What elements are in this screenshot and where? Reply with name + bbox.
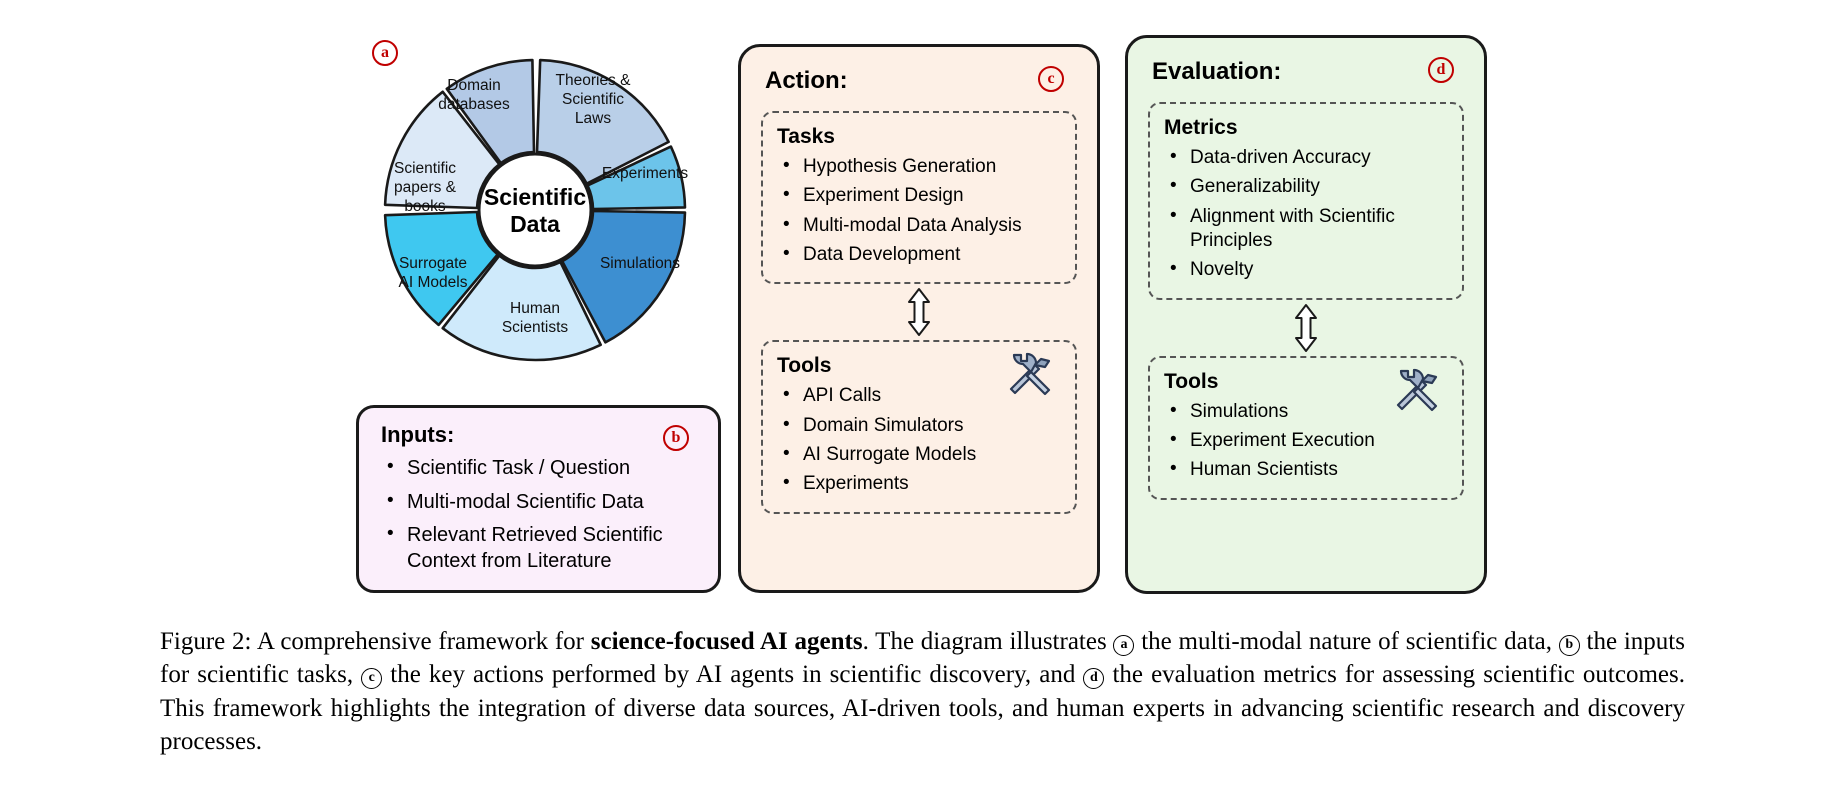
- list-item: • Data Development: [777, 243, 1061, 267]
- donut-label-papers-line3: books: [404, 198, 446, 215]
- action-tools-list: [777, 384, 1061, 496]
- list-item: • Scientific Task / Question: [381, 456, 700, 482]
- inputs-list: [381, 456, 700, 574]
- caption-badge-c: c: [361, 668, 382, 689]
- list-item: • Domain Simulators: [777, 414, 1061, 438]
- caption-part6: the evaluation metrics for assessing scientific outcomes. This framework highlights the integration of diverse data sources, AI-driven tools, and human experts in advancing scientific research and discovery processes.: [160, 661, 1685, 755]
- donut-label-domain-line2: databases: [438, 96, 510, 113]
- caption-part4: the inputs for scientific tasks,: [160, 628, 1685, 689]
- evaluation-tools-list: [1164, 400, 1448, 483]
- action-tasks-title: Tasks: [777, 125, 835, 148]
- donut-center-line2: Data: [510, 211, 560, 237]
- caption-prefix: Figure 2: A comprehensive framework for: [160, 628, 591, 655]
- evaluation-panel: [1125, 35, 1487, 594]
- donut-label-theories-line1: Theories &: [555, 72, 631, 89]
- donut-label-domain-line1: Domain: [447, 77, 501, 94]
- donut-label-surrogate-line2: AI Models: [398, 274, 468, 291]
- list-item: • Multi-modal Data Analysis: [777, 214, 1061, 238]
- donut-svg: [355, 30, 715, 390]
- list-item: • Generalizability: [1164, 175, 1448, 199]
- evaluation-title: Evaluation:: [1152, 58, 1282, 85]
- inputs-title: Inputs:: [381, 422, 455, 447]
- donut-center-line1: Scientific: [483, 184, 587, 210]
- caption-badge-b: b: [1559, 635, 1580, 656]
- list-item: • Experiment Execution: [1164, 429, 1448, 453]
- donut-label-papers-line2: papers &: [393, 179, 457, 196]
- up-down-arrow-icon: [1291, 303, 1321, 353]
- action-panel: [738, 44, 1100, 593]
- evaluation-tools-box: [1148, 356, 1464, 500]
- evaluation-metrics-list: [1164, 146, 1448, 283]
- caption-badge-d: d: [1083, 668, 1104, 689]
- action-tools-title: Tools: [777, 354, 832, 378]
- action-title: Action:: [765, 67, 848, 94]
- action-tasks-box: [761, 111, 1077, 284]
- list-item: • Novelty: [1164, 258, 1448, 282]
- badge-d: d: [1428, 57, 1454, 83]
- badge-b: b: [663, 425, 689, 451]
- scientific-data-donut-chart: [355, 30, 715, 390]
- list-item: • Experiments: [777, 472, 1061, 496]
- list-item: • Relevant Retrieved Scientific Context from Literature: [381, 523, 700, 574]
- donut-label-simulations: Simulations: [599, 255, 681, 272]
- badge-a: a: [372, 40, 398, 66]
- donut-label-surrogate-line1: Surrogate: [398, 255, 468, 272]
- donut-center-circle: [479, 154, 591, 266]
- action-tools-box: [761, 340, 1077, 513]
- caption-bold: science-focused AI agents: [590, 628, 863, 655]
- figure-caption: [160, 625, 1685, 758]
- list-item: • Hypothesis Generation: [777, 155, 1061, 179]
- list-item: • Alignment with Scientific Principles: [1164, 205, 1448, 254]
- evaluation-metrics-box: [1148, 102, 1464, 300]
- list-item: • API Calls: [777, 384, 1061, 408]
- list-item: • Human Scientists: [1164, 458, 1448, 482]
- evaluation-metrics-title: Metrics: [1164, 116, 1238, 139]
- donut-label-theories-line3: Laws: [574, 110, 612, 127]
- action-tasks-list: [777, 155, 1061, 267]
- donut-label-theories-line2: Scientific: [561, 91, 625, 108]
- caption-part2: . The diagram illustrates: [862, 628, 1114, 655]
- caption-badge-a: a: [1113, 635, 1134, 656]
- donut-label-experiments: Experiments: [601, 165, 689, 182]
- list-item: • AI Surrogate Models: [777, 443, 1061, 467]
- list-item: • Experiment Design: [777, 184, 1061, 208]
- evaluation-tools-title: Tools: [1164, 369, 1219, 393]
- badge-c: c: [1038, 66, 1064, 92]
- up-down-arrow-icon: [904, 287, 934, 337]
- donut-label-human-line2: Scientists: [501, 319, 569, 336]
- donut-label-papers-line1: Scientific: [393, 160, 457, 177]
- list-item: • Multi-modal Scientific Data: [381, 490, 700, 516]
- list-item: • Data-driven Accuracy: [1164, 146, 1448, 170]
- list-item: • Simulations: [1164, 400, 1448, 424]
- caption-part3: the multi-modal nature of scientific data,: [1134, 628, 1559, 655]
- donut-label-human-line1: Human: [510, 300, 560, 317]
- caption-part5: the key actions performed by AI agents in scientific discovery, and: [382, 661, 1084, 689]
- action-updown-arrow-row: [761, 284, 1077, 340]
- evaluation-updown-arrow-row: [1148, 300, 1464, 356]
